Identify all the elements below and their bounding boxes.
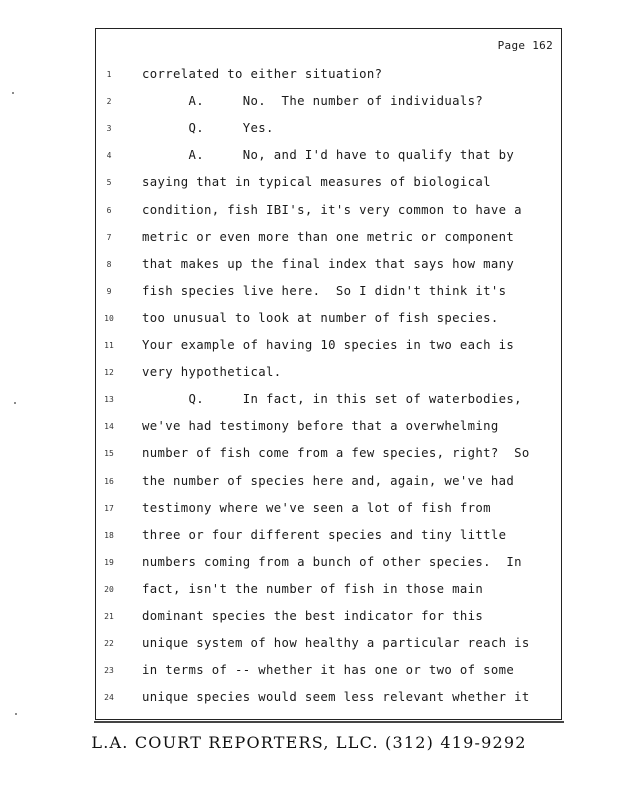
line-number: 12 — [104, 368, 114, 378]
line-number: 18 — [104, 530, 114, 540]
line-number: 17 — [104, 503, 114, 513]
line-number: 6 — [106, 205, 112, 215]
line-number: 10 — [104, 313, 114, 323]
transcript-line: fact, isn't the number of fish in those main — [142, 581, 484, 596]
scan-speck — [14, 402, 16, 404]
transcript-line: Q. Yes. — [142, 121, 274, 136]
transcript-line: the number of species here and, again, we've had — [142, 473, 515, 488]
line-number: 20 — [104, 584, 114, 594]
transcript-line: unique species would seem less relevant whether it — [142, 690, 530, 705]
transcript-line: unique system of how healthy a particular reach is — [142, 636, 530, 651]
court-reporter-footer: L.A. COURT REPORTERS, LLC. (312) 419-9292 — [91, 733, 527, 752]
transcript-line: three or four different species and tiny little — [142, 527, 507, 542]
line-number: 21 — [104, 612, 114, 621]
line-number: 1 — [106, 70, 112, 79]
transcript-line: testimony where we've seen a lot of fish from — [142, 500, 491, 515]
line-number: 4 — [106, 151, 112, 161]
line-number: 24 — [104, 693, 114, 703]
transcript-line: metric or even more than one metric or component — [142, 229, 515, 244]
transcript-line: fish species live here. So I didn't think it's — [142, 283, 507, 298]
line-number: 2 — [106, 97, 112, 107]
page-number: Page 162 — [497, 39, 553, 52]
transcript-line: Your example of having 10 species in two each is — [142, 338, 515, 352]
transcript-line: too unusual to look at number of fish species. — [142, 310, 499, 325]
transcript-line: condition, fish IBI's, it's very common to have a — [142, 202, 522, 217]
line-number: 14 — [104, 422, 114, 432]
line-number: 9 — [106, 286, 112, 296]
line-number: 23 — [104, 666, 114, 676]
transcript-line: A. No, and I'd have to qualify that by — [142, 148, 515, 163]
scan-speck — [12, 92, 14, 94]
transcript-line: very hypothetical. — [142, 365, 282, 380]
transcript-line: in terms of -- whether it has one or two of some — [142, 663, 515, 678]
line-number: 19 — [104, 557, 114, 567]
transcript-line: dominant species the best indicator for this — [142, 609, 484, 623]
line-number: 22 — [104, 639, 114, 649]
transcript-line: Q. In fact, in this set of waterbodies, — [142, 392, 522, 407]
line-number: 13 — [104, 395, 114, 405]
line-number: 15 — [104, 449, 114, 459]
transcript-line: saying that in typical measures of biological — [142, 175, 491, 190]
line-number: 8 — [106, 259, 112, 269]
line-number: 16 — [104, 476, 114, 486]
transcript-line: number of fish come from a few species, right? So — [142, 446, 530, 461]
transcript-line: numbers coming from a bunch of other species. In — [142, 554, 522, 569]
line-number: 5 — [106, 178, 112, 188]
transcript-line: A. No. The number of individuals? — [142, 94, 484, 109]
transcript-line: correlated to either situation? — [142, 67, 383, 81]
line-number: 11 — [104, 341, 114, 350]
line-number: 3 — [106, 124, 112, 134]
transcript-line: we've had testimony before that a overwhelming — [142, 419, 499, 434]
line-number: 7 — [106, 232, 112, 242]
transcript-line: that makes up the final index that says how many — [142, 256, 515, 271]
transcript-page-frame — [95, 28, 562, 720]
scan-speck — [15, 713, 17, 715]
